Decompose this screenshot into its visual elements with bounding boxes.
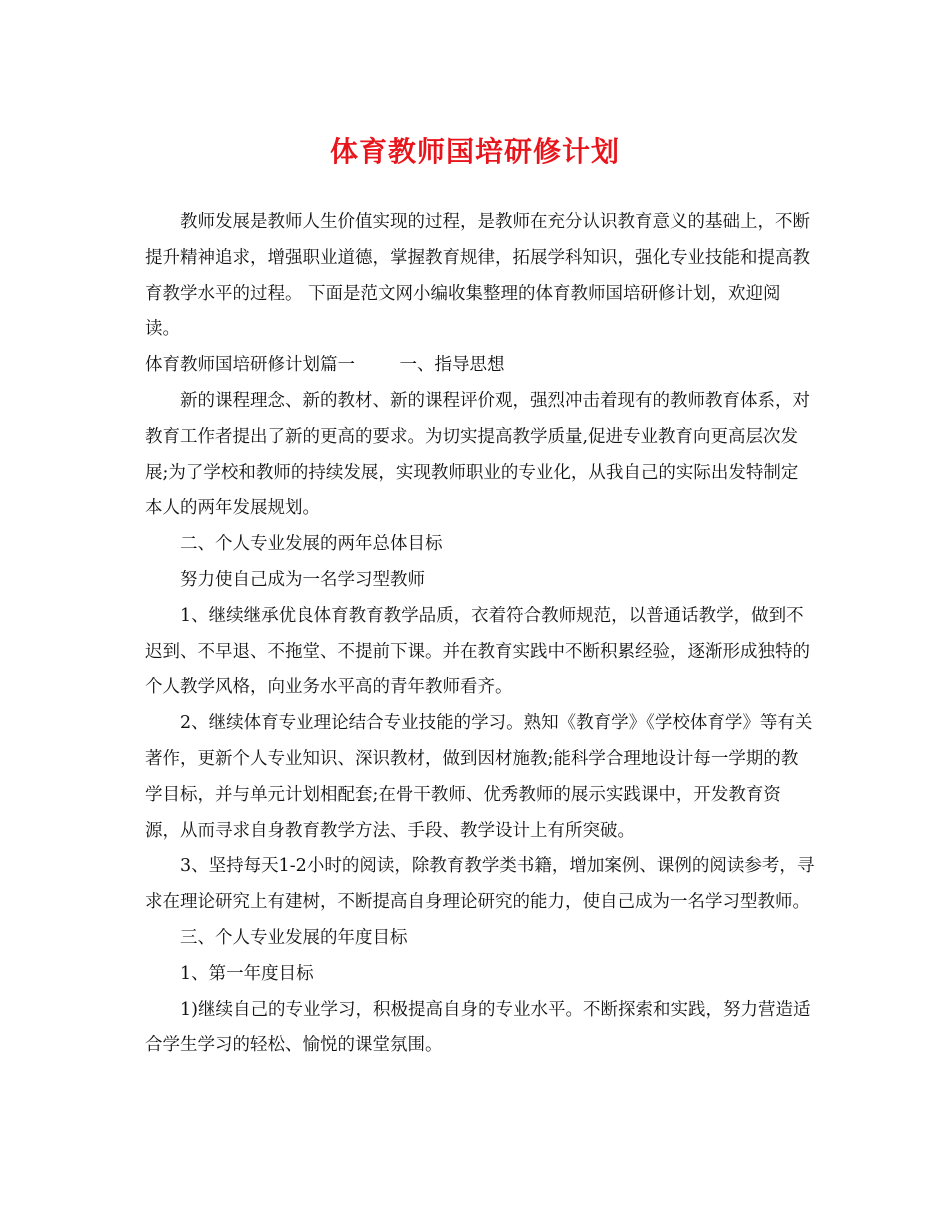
document-title: 体育教师国培研修计划 [329,135,620,168]
goal-item-2: 2、继续体育专业理论结合专业技能的学习。熟知《教育学》《学校体育学》等有关著作，更新个人专业知识、深识教材，做到因材施教;能科学合理地设计每一学期的教学目标，并与单元计划相配套;在骨干教师、优秀教师的展示实践课中，开发教育资源，从而寻求自身教育教学方法、手段、教学设计上有所突破。 [145,713,813,841]
document-body [145,205,815,1064]
intro-paragraph: 教师发展是教师人生价值实现的过程，是教师在充分认识教育意义的基础上，不断提升精神追求，增强职业道德，掌握教育规律，拓展学科知识，强化专业技能和提高教育教学水平的过程。 下面是范文网小编收集整理的体育教师国培研修计划，欢迎阅读。 [145,212,810,340]
goal-statement: 努力使自己成为一名学习型教师 [180,569,425,590]
section-three-heading: 三、个人专业发展的年度目标 [180,927,408,948]
section-heading-line: 体育教师国培研修计划篇一 一、指导思想 [145,355,505,376]
year-one-item-1: 1)继续自己的专业学习，积极提高自身的专业水平。不断探索和实践，努力营造适合学生学习的轻松、愉悦的课堂氛围。 [145,999,811,1056]
year-one-heading: 1、第一年度目标 [180,963,314,984]
section-two-heading: 二、个人专业发展的两年总体目标 [180,534,443,555]
guiding-thought-paragraph: 新的课程理念、新的教材、新的课程评价观，强烈冲击着现有的教师教育体系，对教育工作者提出了新的更高的要求。为切实提高教学质量,促进专业教育向更高层次发展;为了学校和教师的持续发展，实现教师职业的专业化，从我自己的实际出发特制定本人的两年发展规划。 [145,390,810,519]
goal-item-3: 3、坚持每天1-2小时的阅读，除教育教学类书籍，增加案例、课例的阅读参考，寻求在理论研究上有建树，不断提高自身理论研究的能力，使自己成为一名学习型教师。 [145,856,815,913]
goal-item-1: 1、继续继承优良体育教育教学品质，衣着符合教师规范，以普通话教学，做到不迟到、不早退、不拖堂、不提前下课。并在教育实践中不断积累经验，逐渐形成独特的个人教学风格，向业务水平高的青年教师看齐。 [145,605,810,698]
